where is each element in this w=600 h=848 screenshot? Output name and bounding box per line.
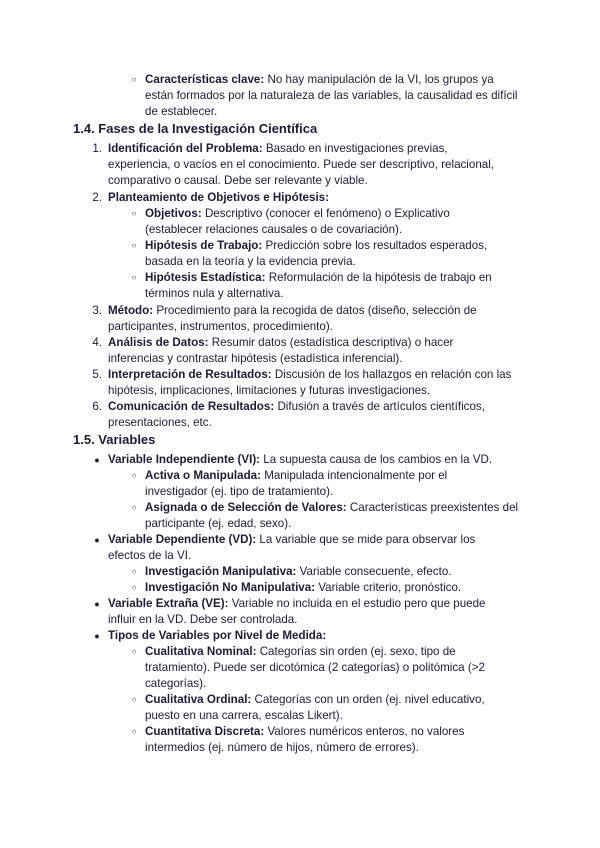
item-title: Asignada o de Selección de Valores:	[145, 501, 347, 514]
item-text: Categorías con un orden (ej. nivel educativo, puesto en una carrera, escalas Likert).	[145, 693, 485, 723]
list-item	[92, 190, 508, 206]
bullet-circle-icon: ○	[131, 471, 137, 480]
list-number: 6.	[92, 400, 102, 413]
item-title: Investigación Manipulativa:	[145, 565, 297, 578]
list-number: 2.	[92, 191, 102, 204]
item-title: Cuantitativa Discreta:	[145, 725, 265, 738]
item-title: Características clave:	[145, 73, 265, 86]
item-text: Manipulada intencionalmente por el investigador (ej. tipo de tratamiento).	[145, 469, 448, 499]
item-title: Interpretación de Resultados:	[108, 368, 272, 381]
bullet-circle-icon: ○	[131, 503, 137, 512]
list-item	[131, 564, 525, 580]
list-item	[131, 644, 510, 693]
list-item	[94, 596, 508, 628]
list-item	[92, 367, 513, 399]
list-item	[131, 206, 510, 238]
item-title: Investigación No Manipulativa:	[145, 581, 316, 594]
item-title: Activa o Manipulada:	[145, 469, 261, 482]
item-text: Variable no incluida en el estudio pero que puede influir en la VD. Debe ser controlada.	[108, 597, 486, 627]
item-text: No hay manipulación de la VI, los grupos ya están formados por la naturaleza de las variables, la causalidad es difícil de establecer.	[145, 73, 518, 119]
item-title: Análisis de Datos:	[108, 336, 209, 349]
bullet-disc-icon: ●	[94, 535, 100, 545]
bullet-disc-icon: ●	[94, 631, 100, 641]
list-item	[94, 532, 500, 564]
item-text: Procedimiento para la recogida de datos (diseño, selección de participantes, instrumentos, procedimiento).	[108, 304, 477, 334]
item-text: Variable criterio, pronóstico.	[318, 581, 462, 594]
item-text: Resumir datos (estadística descriptiva) o hacer inferencias y contrastar hipótesis (estadística inferencial).	[108, 336, 454, 366]
list-number: 1.	[92, 142, 102, 155]
item-title: Cualitativa Ordinal:	[145, 693, 252, 706]
item-text: Difusión a través de artículos científicos, presentaciones, etc.	[108, 400, 485, 430]
list-item	[131, 692, 510, 724]
bullet-circle-icon: ○	[131, 647, 137, 656]
item-text: Descriptivo (conocer el fenómeno) o Explicativo (establecer relaciones causales o de covariación).	[145, 207, 450, 237]
item-text: Características preexistentes del participante (ej. edad, sexo).	[145, 501, 519, 531]
item-title: Variable Extraña (VE):	[108, 597, 229, 610]
list-number: 3.	[92, 304, 102, 317]
item-title: Planteamiento de Objetivos e Hipótesis:	[108, 191, 329, 204]
item-text: Variable consecuente, efecto.	[299, 565, 452, 578]
bullet-circle-icon: ○	[131, 273, 137, 282]
section-heading: 1.4. Fases de la Investigación Científica	[73, 121, 318, 136]
item-title: Identificación del Problema:	[108, 142, 263, 155]
bullet-disc-icon: ●	[94, 599, 100, 609]
list-item	[131, 500, 520, 532]
list-item	[131, 724, 500, 756]
item-title: Objetivos:	[145, 207, 202, 220]
list-item	[131, 270, 515, 302]
list-item	[92, 335, 508, 367]
list-item	[131, 468, 475, 500]
bullet-disc-icon: ●	[94, 455, 100, 465]
item-text: Predicción sobre los resultados esperados, basada en la teoría y la evidencia previa.	[145, 239, 488, 269]
item-title: Comunicación de Resultados:	[108, 400, 275, 413]
list-item	[131, 72, 525, 121]
list-item	[94, 452, 513, 468]
list-number: 5.	[92, 368, 102, 381]
item-title: Hipótesis de Trabajo:	[145, 239, 263, 252]
bullet-circle-icon: ○	[131, 583, 137, 592]
list-item	[131, 238, 515, 270]
bullet-circle-icon: ○	[131, 209, 137, 218]
bullet-circle-icon: ○	[131, 695, 137, 704]
list-item	[92, 303, 508, 335]
bullet-circle-icon: ○	[131, 75, 137, 84]
list-number: 4.	[92, 336, 102, 349]
list-item	[94, 628, 508, 644]
item-text: La variable que se mide para observar los efectos de la VI.	[108, 533, 476, 563]
list-item	[92, 399, 508, 431]
item-text: La supuesta causa de los cambios en la VD.	[263, 453, 493, 466]
item-title: Hipótesis Estadística:	[145, 271, 266, 284]
list-item	[131, 580, 525, 596]
item-text: Reformulación de la hipótesis de trabajo en términos nula y alternativa.	[145, 271, 492, 301]
bullet-circle-icon: ○	[131, 241, 137, 250]
item-title: Variable Dependiente (VD):	[108, 533, 257, 546]
item-title: Tipos de Variables por Nivel de Medida:	[108, 629, 327, 642]
item-title: Método:	[108, 304, 154, 317]
item-text: Categorías sin orden (ej. sexo, tipo de tratamiento). Puede ser dicotómica (2 categorías) o politómica (>2 categorías).	[145, 645, 485, 691]
item-title: Cualitativa Nominal:	[145, 645, 257, 658]
item-text: Discusión de los hallazgos en relación con las hipótesis, implicaciones, limitaciones y futuras investigaciones.	[108, 368, 512, 398]
bullet-circle-icon: ○	[131, 727, 137, 736]
bullet-circle-icon: ○	[131, 567, 137, 576]
section-heading: 1.5. Variables	[73, 432, 156, 447]
list-item	[92, 141, 508, 190]
item-text: Basado en investigaciones previas, experiencia, o vacíos en el conocimiento. Puede ser descriptivo, relacional, comparativo o causal. Debe ser relevante y viable.	[108, 142, 495, 188]
item-text: Valores numéricos enteros, no valores intermedios (ej. número de hijos, número de errores).	[145, 725, 465, 755]
item-title: Variable Independiente (VI):	[108, 453, 261, 466]
